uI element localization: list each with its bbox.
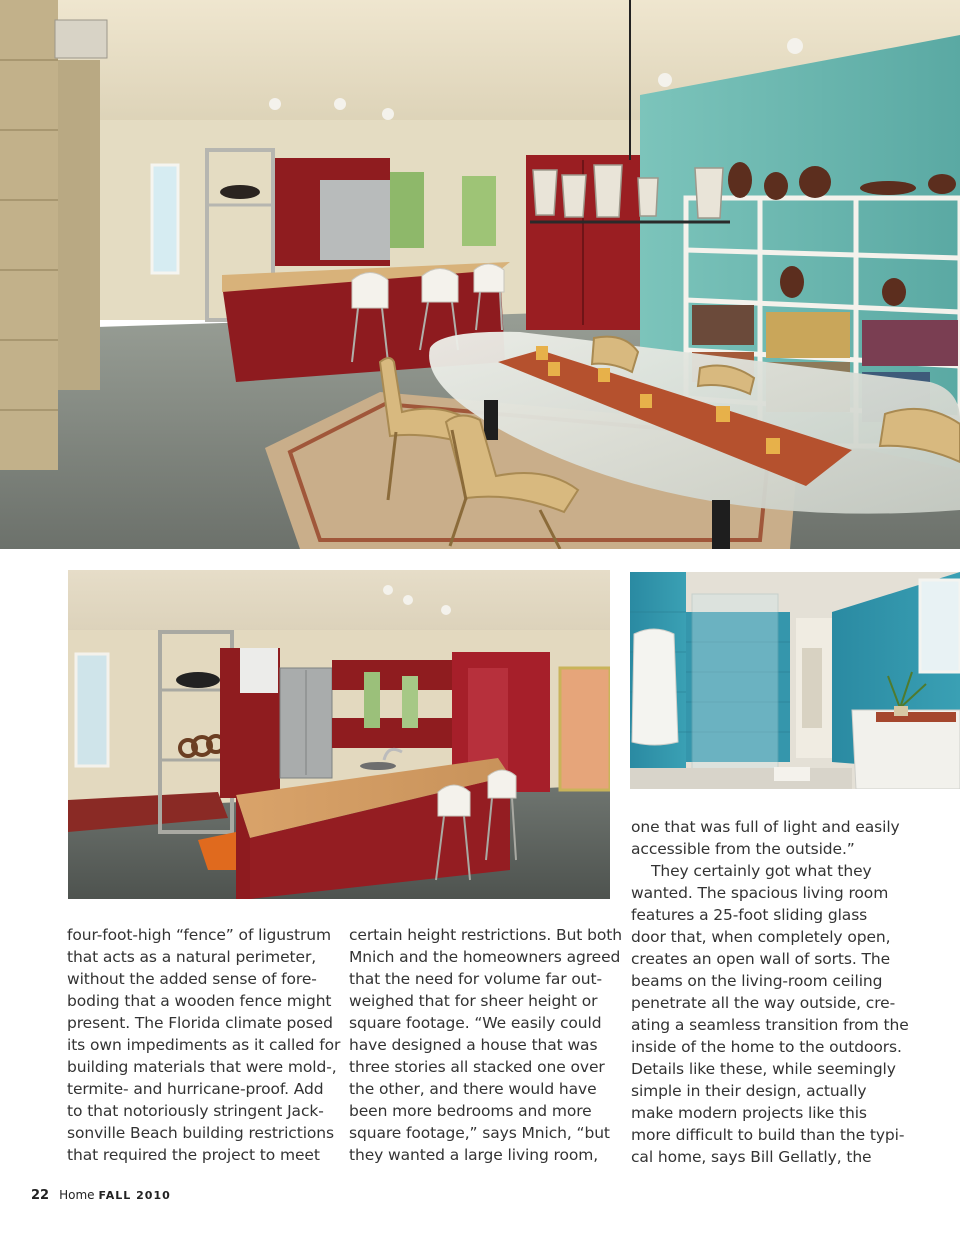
text-line: Details like these, while seemingly	[631, 1060, 896, 1078]
text-line: have designed a house that was	[349, 1036, 598, 1054]
text-line: features a 25-foot sliding glass	[631, 906, 868, 924]
text-line: that the need for volume far out-	[349, 970, 602, 988]
text-line: been more bedrooms and more	[349, 1102, 592, 1120]
text-line: inside of the home to the outdoors.	[631, 1038, 902, 1056]
text-line: weighed that for sheer height or	[349, 992, 598, 1010]
page-footer	[31, 1188, 171, 1203]
article-column-1	[67, 924, 341, 1166]
text-line: wanted. The spacious living room	[631, 884, 889, 902]
text-line: that required the project to meet	[67, 1146, 320, 1164]
text-line: beams on the living-room ceiling	[631, 972, 883, 990]
text-line: that acts as a natural perimeter,	[67, 948, 317, 966]
text-line: square footage. “We easily could	[349, 1014, 602, 1032]
turquoise-tile-bathroom-photo	[630, 572, 960, 789]
text-line: boding that a wooden fence might	[67, 992, 332, 1010]
paragraph-start-line: They certainly got what they	[651, 862, 872, 880]
text-line: square footage,” says Mnich, “but	[349, 1124, 610, 1142]
text-line: termite- and hurricane-proof. Add	[67, 1080, 324, 1098]
text-line: three stories all stacked one over	[349, 1058, 605, 1076]
text-line: sonville Beach building restrictions	[67, 1124, 334, 1142]
text-line: four-foot-high “fence” of ligustrum	[67, 926, 331, 944]
article-column-2	[349, 924, 622, 1166]
text-line: to that notoriously stringent Jack-	[67, 1102, 324, 1120]
text-line: Mnich and the homeowners agreed	[349, 948, 621, 966]
text-line: its own impediments as it called for	[67, 1036, 341, 1054]
issue-label: FALL 2010	[98, 1189, 171, 1202]
red-kitchen-island-photo	[68, 570, 610, 899]
open-plan-living-dining-kitchen-photo	[0, 0, 960, 549]
text-line: the other, and there would have	[349, 1080, 597, 1098]
text-line: present. The Florida climate posed	[67, 1014, 333, 1032]
text-line: make modern projects like this	[631, 1104, 867, 1122]
text-line: building materials that were mold-,	[67, 1058, 337, 1076]
magazine-name: Home	[59, 1188, 95, 1202]
text-line: they wanted a large living room,	[349, 1146, 599, 1164]
text-line: door that, when completely open,	[631, 928, 891, 946]
text-line: simple in their design, actually	[631, 1082, 867, 1100]
text-line: without the added sense of fore-	[67, 970, 317, 988]
page-number: 22	[31, 1188, 50, 1203]
text-line: more difficult to build than the typi-	[631, 1126, 905, 1144]
article-column-3	[631, 816, 909, 1168]
text-line: one that was full of light and easily	[631, 818, 900, 836]
text-line: ating a seamless transition from the	[631, 1016, 909, 1034]
text-line: penetrate all the way outside, cre-	[631, 994, 896, 1012]
text-line: cal home, says Bill Gellatly, the	[631, 1148, 872, 1166]
text-line: certain height restrictions. But both	[349, 926, 622, 944]
text-line: accessible from the outside.”	[631, 840, 855, 858]
text-line: creates an open wall of sorts. The	[631, 950, 891, 968]
